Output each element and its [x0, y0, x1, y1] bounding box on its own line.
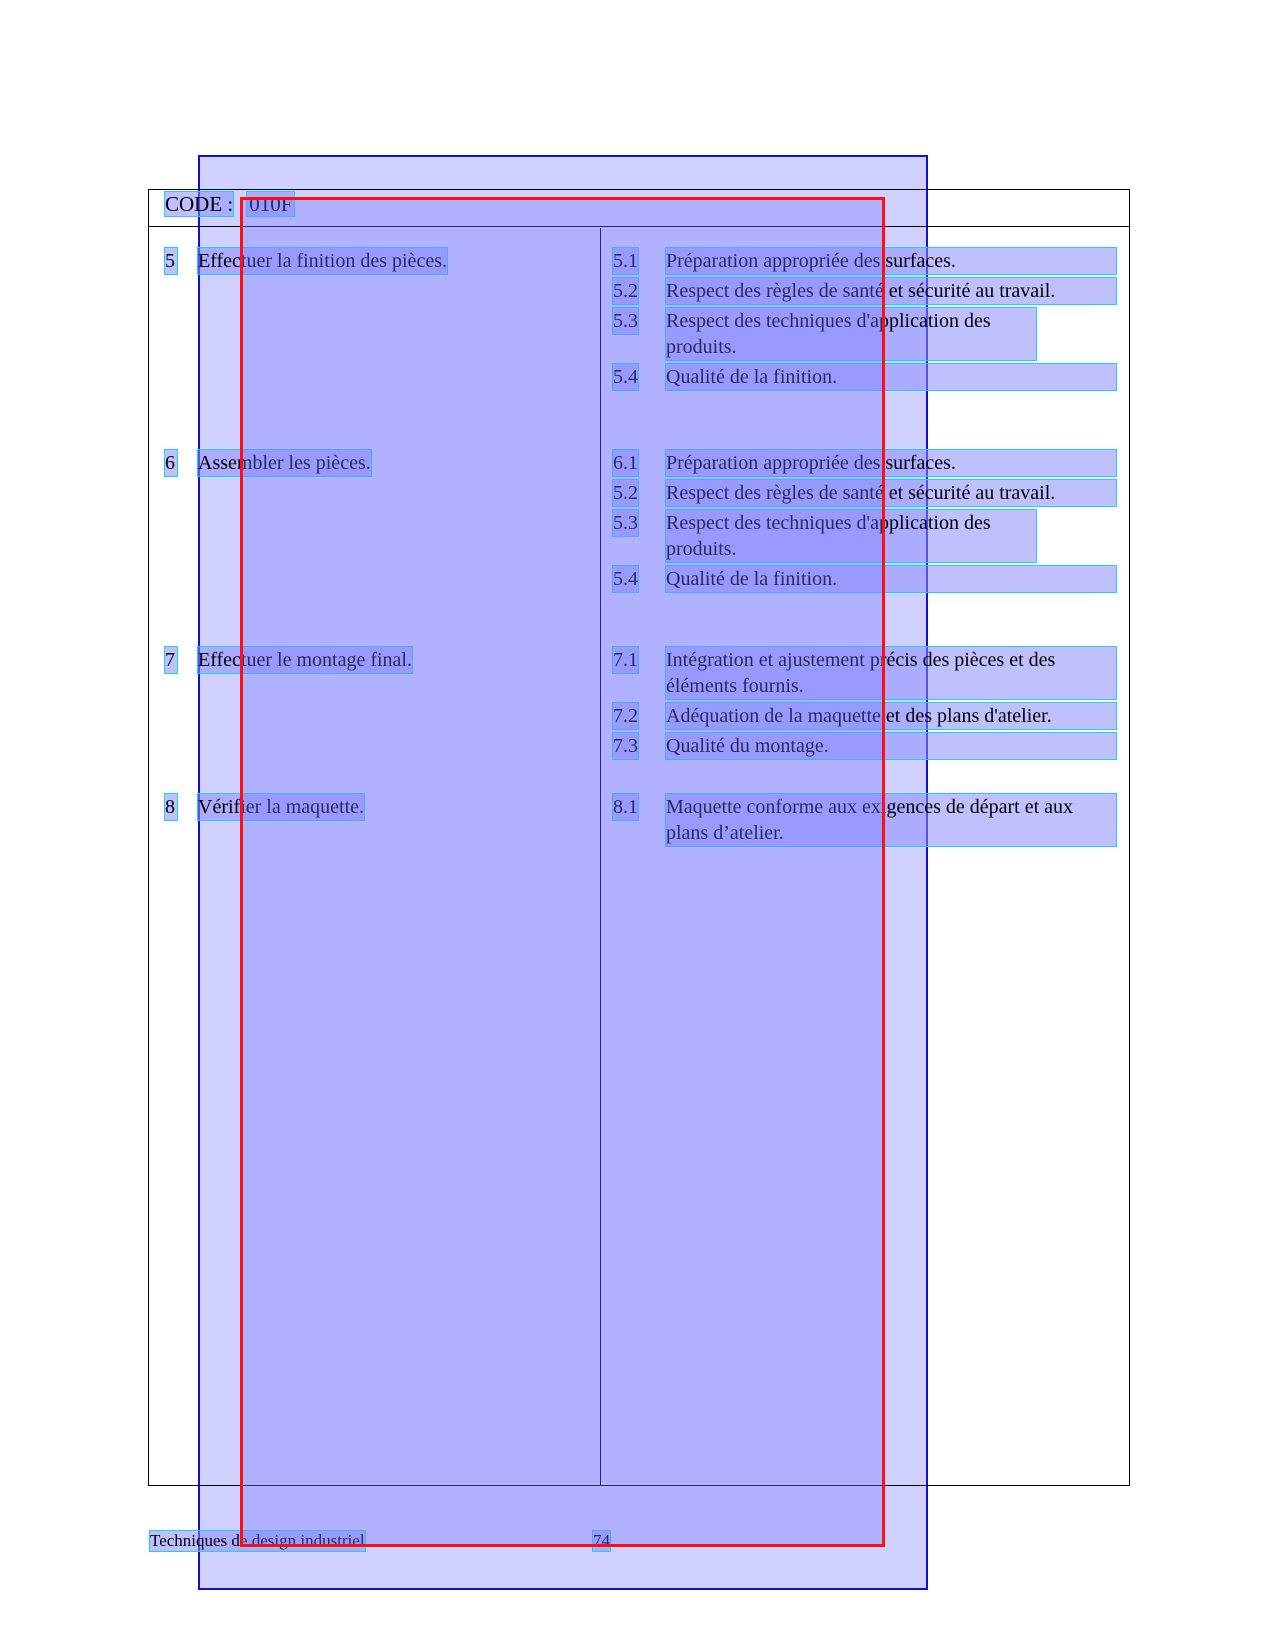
element-number: 8 — [165, 796, 175, 818]
page-number: 74 — [593, 1531, 610, 1550]
element-text: Effectuer la finition des pièces. — [198, 250, 447, 272]
criterion-text: Maquette conforme aux exigences de départ et aux plans d’atelier. — [666, 794, 1116, 846]
criterion-text: Qualité du montage. — [666, 733, 1116, 759]
criterion-number: 7.3 — [613, 735, 638, 757]
footer-title: Techniques de design industriel — [150, 1531, 365, 1550]
criterion-text: Respect des règles de santé et sécurité au travail. — [666, 480, 1116, 506]
criterion-number: 8.1 — [613, 796, 638, 818]
criterion-text: Qualité de la finition. — [666, 566, 1116, 592]
criterion-number: 5.4 — [613, 366, 638, 388]
criterion-number: 5.2 — [613, 280, 638, 302]
criterion-text: Préparation appropriée des surfaces. — [666, 450, 1116, 476]
annotation-region-inner — [240, 197, 885, 1547]
element-text: Vérifier la maquette. — [198, 796, 365, 818]
criterion-text: Intégration et ajustement précis des pièces et des éléments fournis. — [666, 647, 1116, 699]
element-number: 6 — [165, 452, 175, 474]
criterion-text: Adéquation de la maquette et des plans d'atelier. — [666, 703, 1116, 729]
criterion-text: Respect des techniques d'application des produits. — [666, 510, 1036, 562]
criterion-number: 5.2 — [613, 482, 638, 504]
criterion-number: 7.1 — [613, 649, 638, 671]
criterion-number: 5.1 — [613, 250, 638, 272]
criterion-text: Qualité de la finition. — [666, 364, 1116, 390]
criterion-number: 6.1 — [613, 452, 638, 474]
criterion-number: 5.3 — [613, 512, 638, 534]
criterion-number: 5.3 — [613, 310, 638, 332]
element-text: Effectuer le montage final. — [198, 649, 412, 671]
element-number: 5 — [165, 250, 175, 272]
code-value: 010F — [249, 192, 293, 216]
criterion-number: 5.4 — [613, 568, 638, 590]
element-text: Assembler les pièces. — [198, 452, 371, 474]
criterion-text: Respect des techniques d'application des produits. — [666, 308, 1036, 360]
criterion-text: Respect des règles de santé et sécurité au travail. — [666, 278, 1116, 304]
code-label: CODE : — [165, 192, 234, 216]
element-number: 7 — [165, 649, 175, 671]
criterion-text: Préparation appropriée des surfaces. — [666, 248, 1116, 274]
criterion-number: 7.2 — [613, 705, 638, 727]
